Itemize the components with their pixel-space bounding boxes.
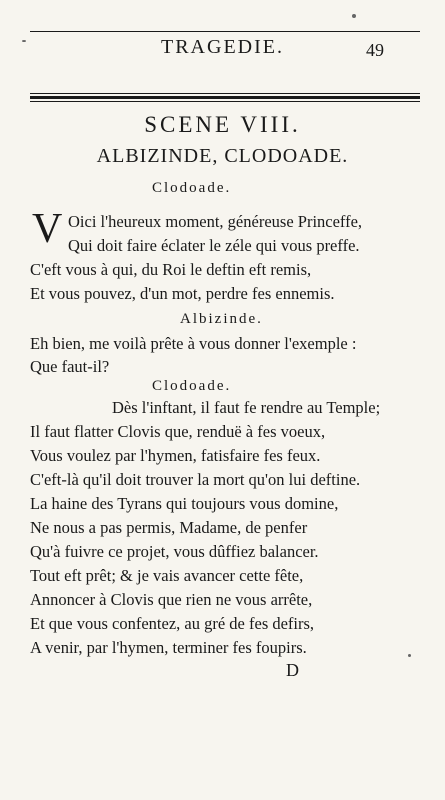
print-speck [408,654,411,657]
verse-line: Qui doit faire éclater le zéle qui vous preffe. [68,236,360,255]
speaker-name: Clodoade. [152,378,232,394]
verse-line: Vous voulez par l'hymen, fatisfaire fes feux. [30,446,321,465]
verse-line: Dès l'inftant, il faut fe rendre au Temple; [112,398,381,417]
ornamental-rule-thin-bottom [30,101,420,102]
verse-line: C'eft vous à qui, du Roi le deftin eft remis, [30,260,312,279]
speaker-name: Clodoade. [152,180,232,196]
speaker-name: Albizinde. [180,311,263,327]
verse-line: Ne nous a pas permis, Madame, de penfer [30,518,308,537]
verse-line: Oici l'heureux moment, généreuse Princeffe, [68,212,363,231]
running-title: TRAGEDIE. [161,36,284,58]
page-number: 49 [366,40,384,60]
ornamental-rule-thick [30,96,420,99]
verse-line: Il faut flatter Clovis que, renduë à fes voeux, [30,422,326,441]
verse-line: Que faut-il? [30,357,110,376]
verse-line: C'eft-là qu'il doit trouver la mort qu'on lui deftine. [30,470,361,489]
signature-mark: D [286,660,299,680]
header-top-rule [30,31,420,32]
verse-line: Qu'à fuivre ce projet, vous dûffiez balancer. [30,542,319,561]
verse-line: Eh bien, me voilà prête à vous donner l'exemple : [30,334,357,353]
verse-line: La haine des Tyrans qui toujours vous domine, [30,494,339,513]
verse-line: Et que vous confentez, au gré de fes defirs, [30,614,315,633]
verse-line: Annoncer à Clovis que rien ne vous arrête, [30,590,313,609]
drop-cap: V [32,206,63,252]
ornamental-rule-thin-top [30,93,420,94]
verse-line: Et vous pouvez, d'un mot, perdre fes ennemis. [30,284,335,303]
print-speck [352,14,356,18]
scene-characters: ALBIZINDE, CLODOADE. [96,145,349,167]
scene-title: SCENE VIII. [144,112,301,137]
verse-line: A venir, par l'hymen, terminer fes foupirs. [30,638,307,657]
verse-line: Tout eft prêt; & je vais avancer cette fête, [30,566,304,585]
